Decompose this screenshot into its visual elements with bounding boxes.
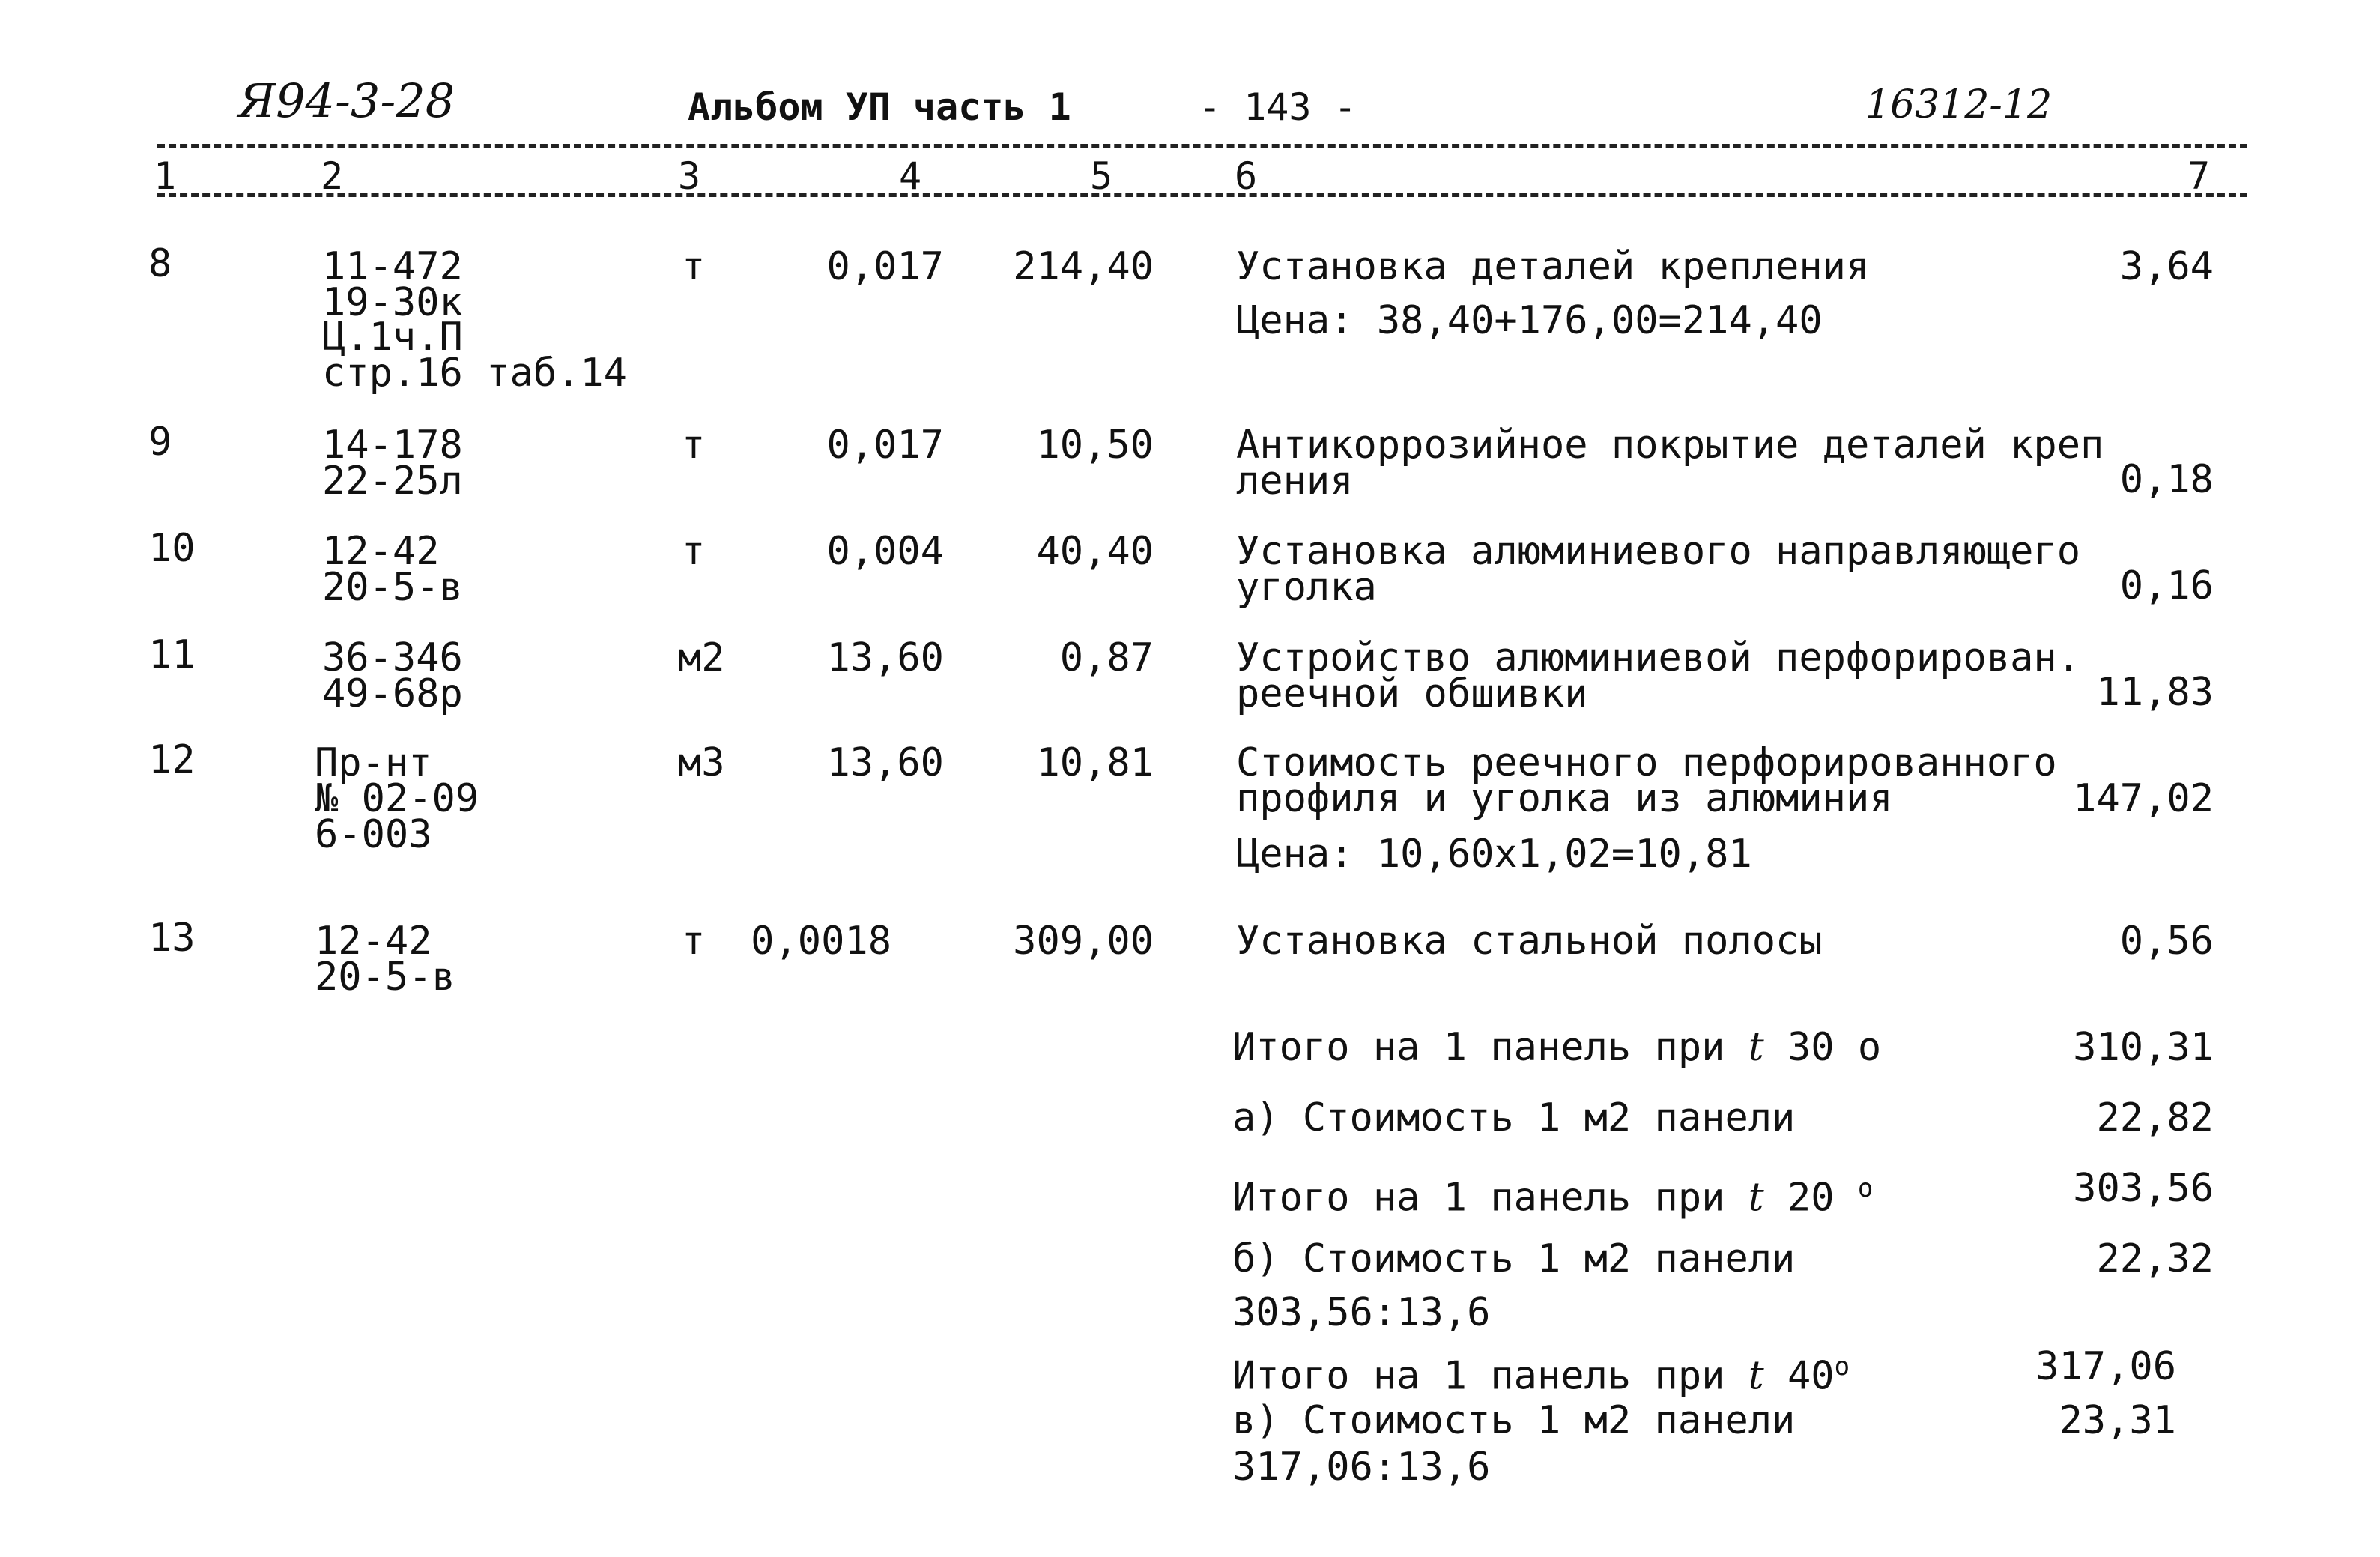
summary-label: Итого на 1 панель при — [1232, 1353, 1725, 1399]
row-ref-line: № 02-09 — [315, 776, 479, 821]
summary-cost-c: в) Стоимость 1 м2 панели — [1232, 1398, 1796, 1443]
summary-total-30 — [1232, 1025, 1882, 1070]
row-ref-line: 12-42 — [315, 919, 432, 964]
temperature-sign-icon: t — [1748, 1175, 1764, 1221]
summary-cost-a: а) Стоимость 1 м2 панели — [1232, 1095, 1796, 1140]
row-description-line: Установка стальной полосы — [1236, 919, 1823, 964]
row-price: 214,40 — [1013, 244, 1154, 289]
header-rule-top — [157, 144, 2247, 148]
summary-value: 310,31 — [2073, 1025, 2214, 1070]
row-description-line: реечной обшивки — [1236, 671, 1588, 716]
row-ref-line: 20-5-в — [315, 955, 455, 1000]
row-quantity: 0,017 — [826, 423, 944, 468]
row-unit: т — [682, 529, 706, 574]
summary-temperature: 30 — [1787, 1025, 1835, 1070]
row-total: 0,16 — [2119, 563, 2214, 608]
column-number-3: 3 — [678, 154, 701, 198]
row-price-note: Цена: 38,40+176,00=214,40 — [1236, 298, 1823, 343]
row-number: 8 — [148, 241, 172, 286]
summary-value: 317,06 — [2035, 1344, 2176, 1389]
summary-value: 22,32 — [2096, 1236, 2214, 1281]
document-code-right: 16312-12 — [1865, 82, 2053, 127]
row-unit: т — [682, 244, 706, 289]
column-number-7: 7 — [2187, 154, 2211, 198]
row-quantity: 0,004 — [826, 529, 944, 574]
summary-value: 22,82 — [2096, 1095, 2214, 1140]
summary-degree: о — [1857, 1173, 1874, 1203]
column-number-1: 1 — [154, 154, 177, 198]
row-description-line: ления — [1236, 459, 1354, 504]
row-ref-line: 12-42 — [322, 529, 440, 574]
column-number-2: 2 — [321, 154, 344, 198]
row-number: 9 — [148, 420, 172, 465]
page-number: - 143 - — [1199, 85, 1357, 129]
temperature-sign-icon: t — [1748, 1025, 1764, 1070]
row-quantity: 0,017 — [826, 244, 944, 289]
row-description-line: профиля и уголка из алюминия — [1236, 776, 1893, 821]
row-quantity: 0,0018 — [751, 919, 891, 964]
row-total: 0,56 — [2119, 919, 2214, 964]
row-ref-line: 49-68р — [322, 671, 463, 716]
row-total: 3,64 — [2119, 244, 2214, 289]
row-description-line: Стоимость реечного перфорированного — [1236, 740, 2057, 785]
summary-total-40 — [1232, 1349, 1850, 1399]
row-ref-line: Пр-нт — [315, 740, 432, 785]
row-description-line: Антикоррозийное покрытие деталей креп — [1236, 423, 2104, 468]
header-rule-bottom — [157, 193, 2247, 197]
summary-degree: о — [1834, 1352, 1850, 1382]
row-number: 13 — [148, 916, 196, 961]
row-description-line: уголка — [1236, 565, 1377, 610]
summary-temperature: 40 — [1787, 1353, 1835, 1399]
row-price: 309,00 — [1013, 919, 1154, 964]
summary-label: Итого на 1 панель при — [1232, 1025, 1725, 1070]
row-description-line: Установка алюминиевого направляющего — [1236, 529, 2081, 574]
row-total: 147,02 — [2073, 776, 2214, 821]
row-price: 40,40 — [1036, 529, 1154, 574]
row-price: 0,87 — [1059, 635, 1154, 680]
row-ref-line: 6-003 — [315, 812, 432, 857]
column-number-5: 5 — [1090, 154, 1113, 198]
row-price-note: Цена: 10,60х1,02=10,81 — [1236, 832, 1752, 877]
summary-calc: 303,56:13,6 — [1232, 1290, 1491, 1335]
row-unit: т — [682, 919, 706, 964]
summary-label: Итого на 1 панель при — [1232, 1175, 1725, 1221]
column-number-4: 4 — [899, 154, 922, 198]
row-number: 11 — [148, 632, 196, 677]
row-quantity: 13,60 — [826, 740, 944, 785]
row-ref-line: 19-30к — [322, 280, 463, 325]
row-total: 0,18 — [2119, 457, 2214, 502]
summary-cost-b: б) Стоимость 1 м2 панели — [1232, 1236, 1796, 1281]
summary-value: 303,56 — [2073, 1166, 2214, 1211]
row-description-line: Установка деталей крепления — [1236, 244, 1870, 289]
row-number: 10 — [148, 526, 196, 571]
summary-calc: 317,06:13,6 — [1232, 1445, 1491, 1490]
row-ref-line: 20-5-в — [322, 565, 463, 610]
row-ref-line: Ц.1ч.П — [322, 315, 463, 360]
summary-value: 23,31 — [2059, 1398, 2176, 1443]
column-number-6: 6 — [1235, 154, 1258, 198]
temperature-sign-icon: t — [1748, 1353, 1764, 1399]
summary-temperature: 20 — [1787, 1175, 1835, 1221]
row-quantity: 13,60 — [826, 635, 944, 680]
row-description-line: Устройство алюминиевой перфорирован. — [1236, 635, 2081, 680]
row-ref-line: 11-472 — [322, 244, 463, 289]
summary-total-20 — [1232, 1170, 1874, 1221]
row-ref-line: 22-25л — [322, 459, 463, 504]
row-price: 10,81 — [1036, 740, 1154, 785]
album-title: Альбом УП часть 1 — [688, 85, 1071, 129]
row-ref-line: 36-346 — [322, 635, 463, 680]
row-unit: м3 — [678, 740, 725, 785]
row-unit: м2 — [678, 635, 725, 680]
row-total: 11,83 — [2096, 670, 2214, 715]
row-ref-line: стр.16 таб.14 — [322, 351, 627, 396]
summary-degree: о — [1857, 1025, 1882, 1070]
row-ref-line: 14-178 — [322, 423, 463, 468]
document-code-left: Я94-3-28 — [238, 73, 455, 128]
row-price: 10,50 — [1036, 423, 1154, 468]
row-unit: т — [682, 423, 706, 468]
row-number: 12 — [148, 737, 196, 782]
